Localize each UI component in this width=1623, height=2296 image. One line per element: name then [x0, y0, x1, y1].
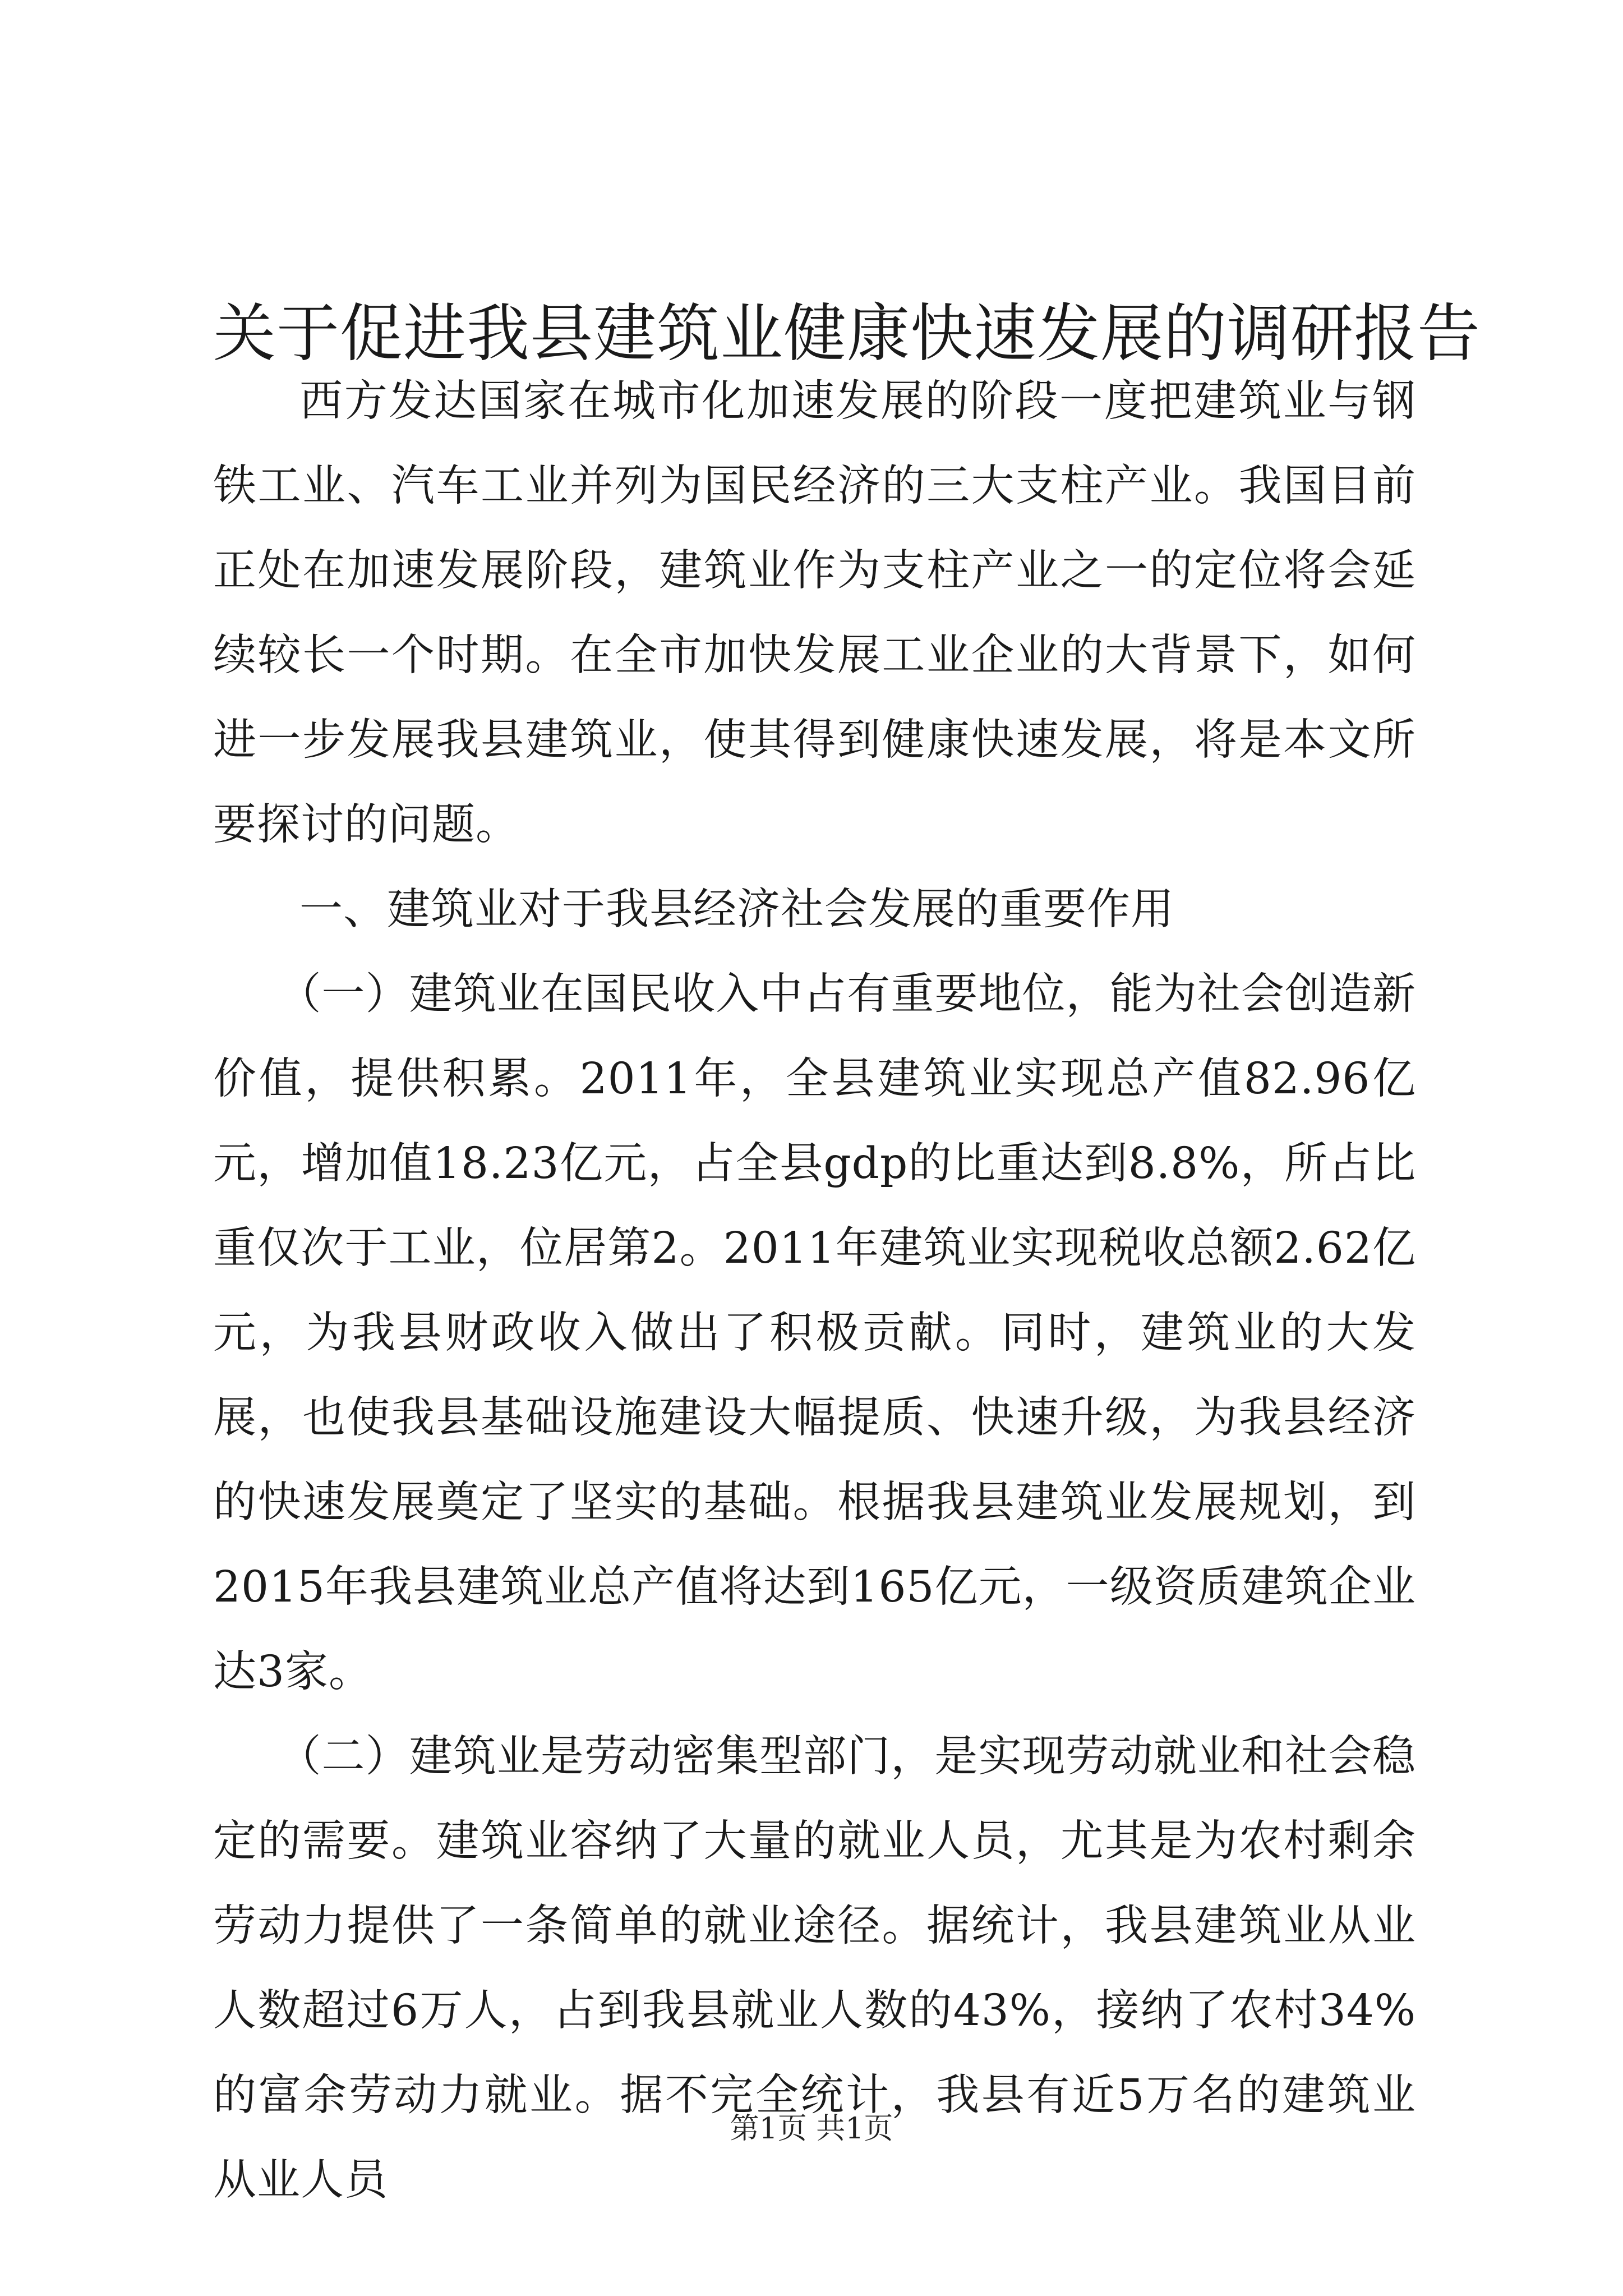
- subsection-paragraph-1: （一）建筑业在国民收入中占有重要地位，能为社会创造新价值，提供积累。2011年，全县建筑业实现总产值82.96亿元，增加值18.23亿元，占全县gdp的比重达到8.8%，所占比重仅次于工业，位居第2。2011年建筑业实现税收总额2.62亿元，为我县财政收入做出了积极贡献。同时，建筑业的大发展，也使我县基础设施建设大幅提质、快速升级，为我县经济的快速发展奠定了坚实的基础。根据我县建筑业发展规划，到2015年我县建筑业总产值将达到165亿元，一级资质建筑企业达3家。: [213, 969, 1416, 1697]
- subsection-paragraph-2: （二）建筑业是劳动密集型部门，是实现劳动就业和社会稳定的需要。建筑业容纳了大量的就业人员，尤其是为农村剩余劳动力提供了一条简单的就业途径。据统计，我县建筑业从业人数超过6万人，占到我县就业人数的43%，接纳了农村34%的富余劳动力就业。据不完全统计，我县有近5万名的建筑业从业人员: [213, 1732, 1416, 2205]
- document-title: 关于促进我县建筑业健康快速发展的调研报告: [213, 297, 1481, 370]
- section-heading: 一、建筑业对于我县经济社会发展的重要作用: [299, 885, 1174, 935]
- intro-paragraph: 西方发达国家在城市化加速发展的阶段一度把建筑业与钢铁工业、汽车工业并列为国民经济的三大支柱产业。我国目前正处在加速发展阶段，建筑业作为支柱产业之一的定位将会延续较长一个时期。在全市加快发展工业企业的大背景下，如何进一步发展我县建筑业，使其得到健康快速发展，将是本文所要探讨的问题。: [213, 376, 1416, 850]
- page-number-footer: 第1页 共1页: [730, 2112, 893, 2146]
- document-body: [213, 359, 1416, 2223]
